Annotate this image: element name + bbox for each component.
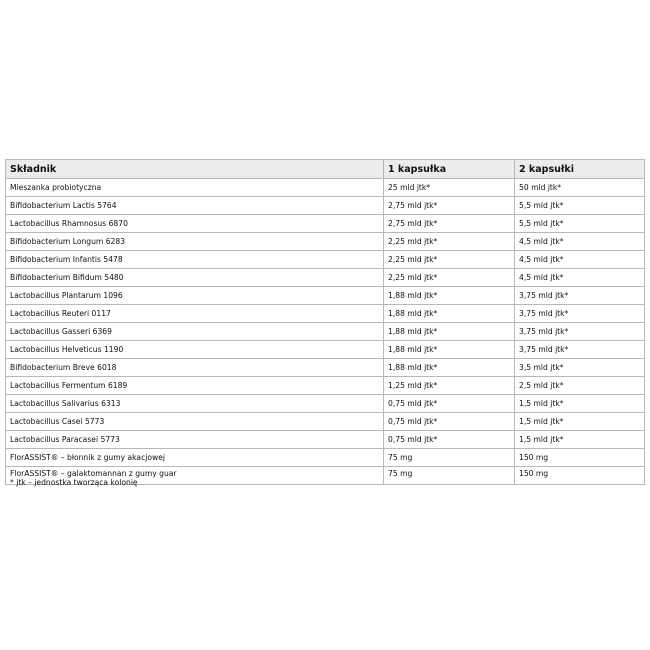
header-two-capsules: 2 kapsułki xyxy=(515,160,645,179)
two-capsules-cell xyxy=(515,467,645,485)
ingredient-cell: Bifidobacterium Bifidum 5480 xyxy=(6,269,384,287)
table-row xyxy=(6,305,645,323)
ingredient-cell-inner xyxy=(10,469,379,487)
two-capsules-cell: 50 mld jtk* xyxy=(515,179,645,197)
one-capsule-cell: 2,75 mld jtk* xyxy=(384,215,515,233)
table-row xyxy=(6,215,645,233)
ingredient-cell: Bifidobacterium Longum 6283 xyxy=(6,233,384,251)
two-capsules-cell: 1,5 mld jtk* xyxy=(515,413,645,431)
table-row xyxy=(6,467,645,485)
two-capsules-cell: 3,5 mld jtk* xyxy=(515,359,645,377)
ingredient-name: FlorASSIST® – galaktomannan z gumy guar xyxy=(10,469,177,478)
ingredient-cell: Bifidobacterium Infantis 5478 xyxy=(6,251,384,269)
one-capsule-value: 75 mg xyxy=(388,469,413,478)
ingredient-cell: Lactobacillus Gasseri 6369 xyxy=(6,323,384,341)
one-capsule-cell: 1,88 mld jtk* xyxy=(384,305,515,323)
table-row xyxy=(6,377,645,395)
one-capsule-cell: 1,88 mld jtk* xyxy=(384,341,515,359)
ingredient-cell: Lactobacillus Plantarum 1096 xyxy=(6,287,384,305)
two-capsules-cell: 1,5 mld jtk* xyxy=(515,395,645,413)
ingredient-cell: Lactobacillus Salivarius 6313 xyxy=(6,395,384,413)
ingredient-cell xyxy=(6,467,384,485)
one-capsule-cell: 0,75 mld jtk* xyxy=(384,431,515,449)
footnote: * jtk – jednostka tworząca kolonię xyxy=(10,478,138,487)
two-capsules-value: 150 mg xyxy=(519,469,549,478)
one-capsule-cell: 0,75 mld jtk* xyxy=(384,395,515,413)
table-row xyxy=(6,431,645,449)
one-capsule-cell: 1,88 mld jtk* xyxy=(384,323,515,341)
two-capsules-cell: 3,75 mld jtk* xyxy=(515,341,645,359)
one-capsule-cell: 0,75 mld jtk* xyxy=(384,413,515,431)
ingredient-cell: Lactobacillus Casei 5773 xyxy=(6,413,384,431)
two-capsules-cell: 1,5 mld jtk* xyxy=(515,431,645,449)
two-capsules-cell: 4,5 mld jtk* xyxy=(515,269,645,287)
ingredient-cell: Mieszanka probiotyczna xyxy=(6,179,384,197)
table-body xyxy=(6,179,645,485)
table-row xyxy=(6,341,645,359)
two-capsules-cell: 4,5 mld jtk* xyxy=(515,233,645,251)
table-row xyxy=(6,395,645,413)
one-capsule-cell: 25 mld jtk* xyxy=(384,179,515,197)
table-row xyxy=(6,287,645,305)
two-capsules-cell: 4,5 mld jtk* xyxy=(515,251,645,269)
table-header-row xyxy=(6,160,645,179)
table-row xyxy=(6,251,645,269)
ingredients-table-container xyxy=(5,159,644,485)
ingredient-cell: Lactobacillus Reuteri 0117 xyxy=(6,305,384,323)
header-ingredient: Składnik xyxy=(6,160,384,179)
header-one-capsule: 1 kapsułka xyxy=(384,160,515,179)
ingredient-cell: Lactobacillus Helveticus 1190 xyxy=(6,341,384,359)
one-capsule-cell: 1,88 mld jtk* xyxy=(384,359,515,377)
one-capsule-cell xyxy=(384,467,515,485)
one-capsule-cell: 75 mg xyxy=(384,449,515,467)
one-capsule-cell: 2,25 mld jtk* xyxy=(384,251,515,269)
two-capsules-cell: 3,75 mld jtk* xyxy=(515,287,645,305)
ingredient-cell: Bifidobacterium Lactis 5764 xyxy=(6,197,384,215)
table-row xyxy=(6,179,645,197)
two-capsules-cell: 2,5 mld jtk* xyxy=(515,377,645,395)
ingredient-cell: Lactobacillus Rhamnosus 6870 xyxy=(6,215,384,233)
two-capsules-cell: 3,75 mld jtk* xyxy=(515,305,645,323)
one-capsule-cell: 2,25 mld jtk* xyxy=(384,269,515,287)
two-capsules-cell: 3,75 mld jtk* xyxy=(515,323,645,341)
table-row xyxy=(6,197,645,215)
ingredient-cell: Lactobacillus Paracasei 5773 xyxy=(6,431,384,449)
table-row xyxy=(6,269,645,287)
one-capsule-cell: 2,25 mld jtk* xyxy=(384,233,515,251)
one-capsule-cell: 1,25 mld jtk* xyxy=(384,377,515,395)
one-capsule-cell: 1,88 mld jtk* xyxy=(384,287,515,305)
table-row xyxy=(6,413,645,431)
two-capsules-cell: 150 mg xyxy=(515,449,645,467)
ingredient-cell: Bifidobacterium Breve 6018 xyxy=(6,359,384,377)
table-row xyxy=(6,449,645,467)
two-capsules-cell: 5,5 mld jtk* xyxy=(515,215,645,233)
table-row xyxy=(6,359,645,377)
ingredients-table xyxy=(5,159,645,485)
ingredient-cell: FlorASSIST® – błonnik z gumy akacjowej xyxy=(6,449,384,467)
one-capsule-cell: 2,75 mld jtk* xyxy=(384,197,515,215)
two-capsules-cell: 5,5 mld jtk* xyxy=(515,197,645,215)
table-row xyxy=(6,233,645,251)
ingredient-cell: Lactobacillus Fermentum 6189 xyxy=(6,377,384,395)
table-row xyxy=(6,323,645,341)
